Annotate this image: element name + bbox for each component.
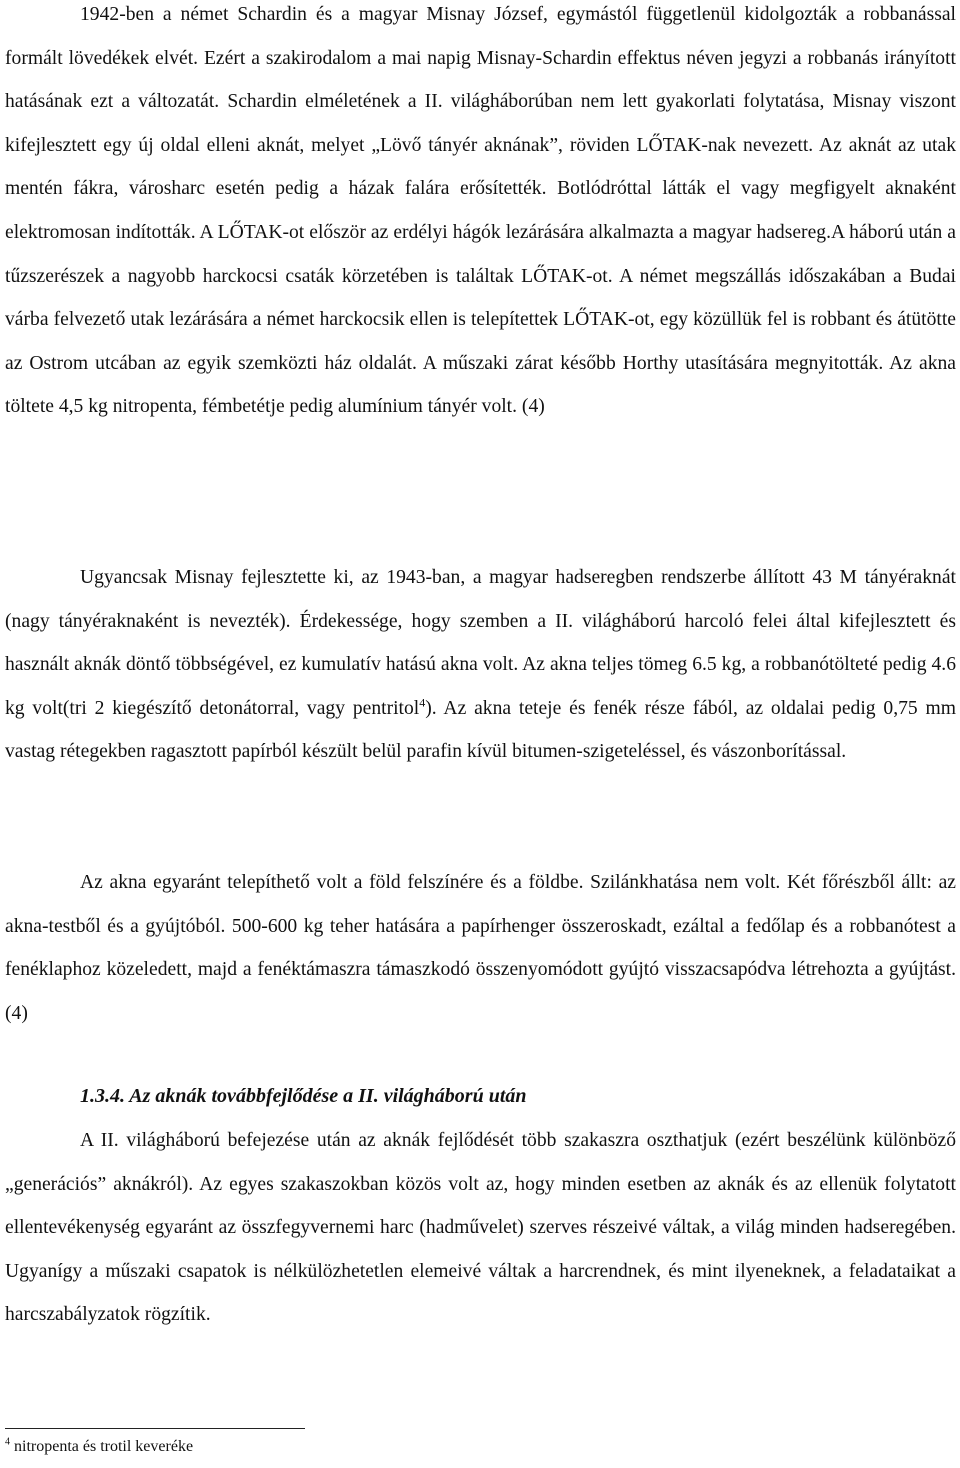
paragraph-text: Ugyancsak Misnay fejlesztette ki, az 1943-ban, a magyar hadseregben rendszerbe állított 43 M tányéraknát (nagy tányéraknaként is nevezték). Érdekessége, hogy szemben a II. világháború harcoló felei által kifejlesztett és használt aknák döntő többségével, ez kumulatív hatású akna volt. Az akna teljes tömeg 6.5 kg, a robbanótölteté pedig 4.6 kg volt(tri 2 kiegészítő detonátorral, vagy pentritol bbox=[5, 567, 956, 719]
footnote-marker: 4 bbox=[5, 1436, 10, 1448]
footnote-text: nitropenta és trotil keveréke bbox=[14, 1438, 194, 1455]
footnote-reference[interactable]: 4 bbox=[419, 695, 426, 710]
body-paragraph: A II. világháború befejezése után az aknák fejlődését több szakaszra oszthatjuk (ezért beszélünk különböző „generációs” aknákról). Az egyes szakaszokban közös volt az, hogy minden esetben az aknák és az ellenük folytatott ellentevékenység egyaránt az összfegyvernemi harc (hadművelet) szerves részeivé váltak, a világ minden hadseregében. Ugyanígy a műszaki csapatok is nélkülözhetetlen elemeivé váltak a harcrendnek, és mint ilyeneknek, a feladataikat a harcszabályzatok rögzítik. bbox=[5, 1130, 956, 1326]
body-paragraph bbox=[5, 556, 956, 774]
body-paragraph: Az akna egyaránt telepíthető volt a föld felszínére és a földbe. Szilánkhatása nem volt. Két főrészből állt: az akna-testből és a gyújtóból. 500-600 kg teher hatására a papírhenger összeroskadt, ezáltal a fedőlap és a robbanótest a fenéklaphoz közeledett, majd a fenéktámaszra támaszkodó összenyomódott gyújtó visszacsapódva létrehozta a gyújtást. (4) bbox=[5, 872, 956, 1024]
body-paragraph: 1942-ben a német Schardin és a magyar Misnay József, egymástól függetlenül kidolgozták a robbanással formált lövedékek elvét. Ezért a szakirodalom a mai napig Misnay-Schardin effektus néven jegyzi a robbanás irányított hatásának ezt a változatát. Schardin elméletének a II. világháborúban nem lett gyakorlati folytatása, Misnay viszont kifejlesztett egy új oldal elleni aknát, melyet „Lövő tányér aknának”, röviden LŐTAK-nak nevezett. Az aknát az utak mentén fákra, városharc esetén pedig a házak falára erősítették. Botlódróttal látták el vagy megfigyelt aknaként elektromosan indították. A LŐTAK-ot először az erdélyi hágók lezárására alkalmazta a magyar hadsereg.A háború után a tűzszerészek a nagyobb harckocsi csaták körzetében is találtak LŐTAK-ot. A német megszállás időszakában a Budai várba felvezető utak lezárására a német harckocsik ellen is telepítettek LŐTAK-ot, egy közüllük fel is robbant és átütötte az Ostrom utcában az egyik szemközti ház oldalát. A műszaki zárat később Horthy utasítására megnyitották. Az akna töltete 4,5 kg nitropenta, fémbetétje pedig alumínium tányér volt. (4) bbox=[5, 4, 956, 418]
footnote-divider bbox=[5, 1428, 305, 1429]
footnote bbox=[5, 1436, 193, 1458]
paragraph-text: ). Az akna teteje és fenék része fából, az oldalai pedig 0,75 mm vastag rétegekben ragasztott papírból készült belül parafin kívül bitumen-szigeteléssel, és vászonborítással. bbox=[5, 697, 957, 763]
section-heading: 1.3.4. Az aknák továbbfejlődése a II. világháború után bbox=[80, 1085, 527, 1107]
